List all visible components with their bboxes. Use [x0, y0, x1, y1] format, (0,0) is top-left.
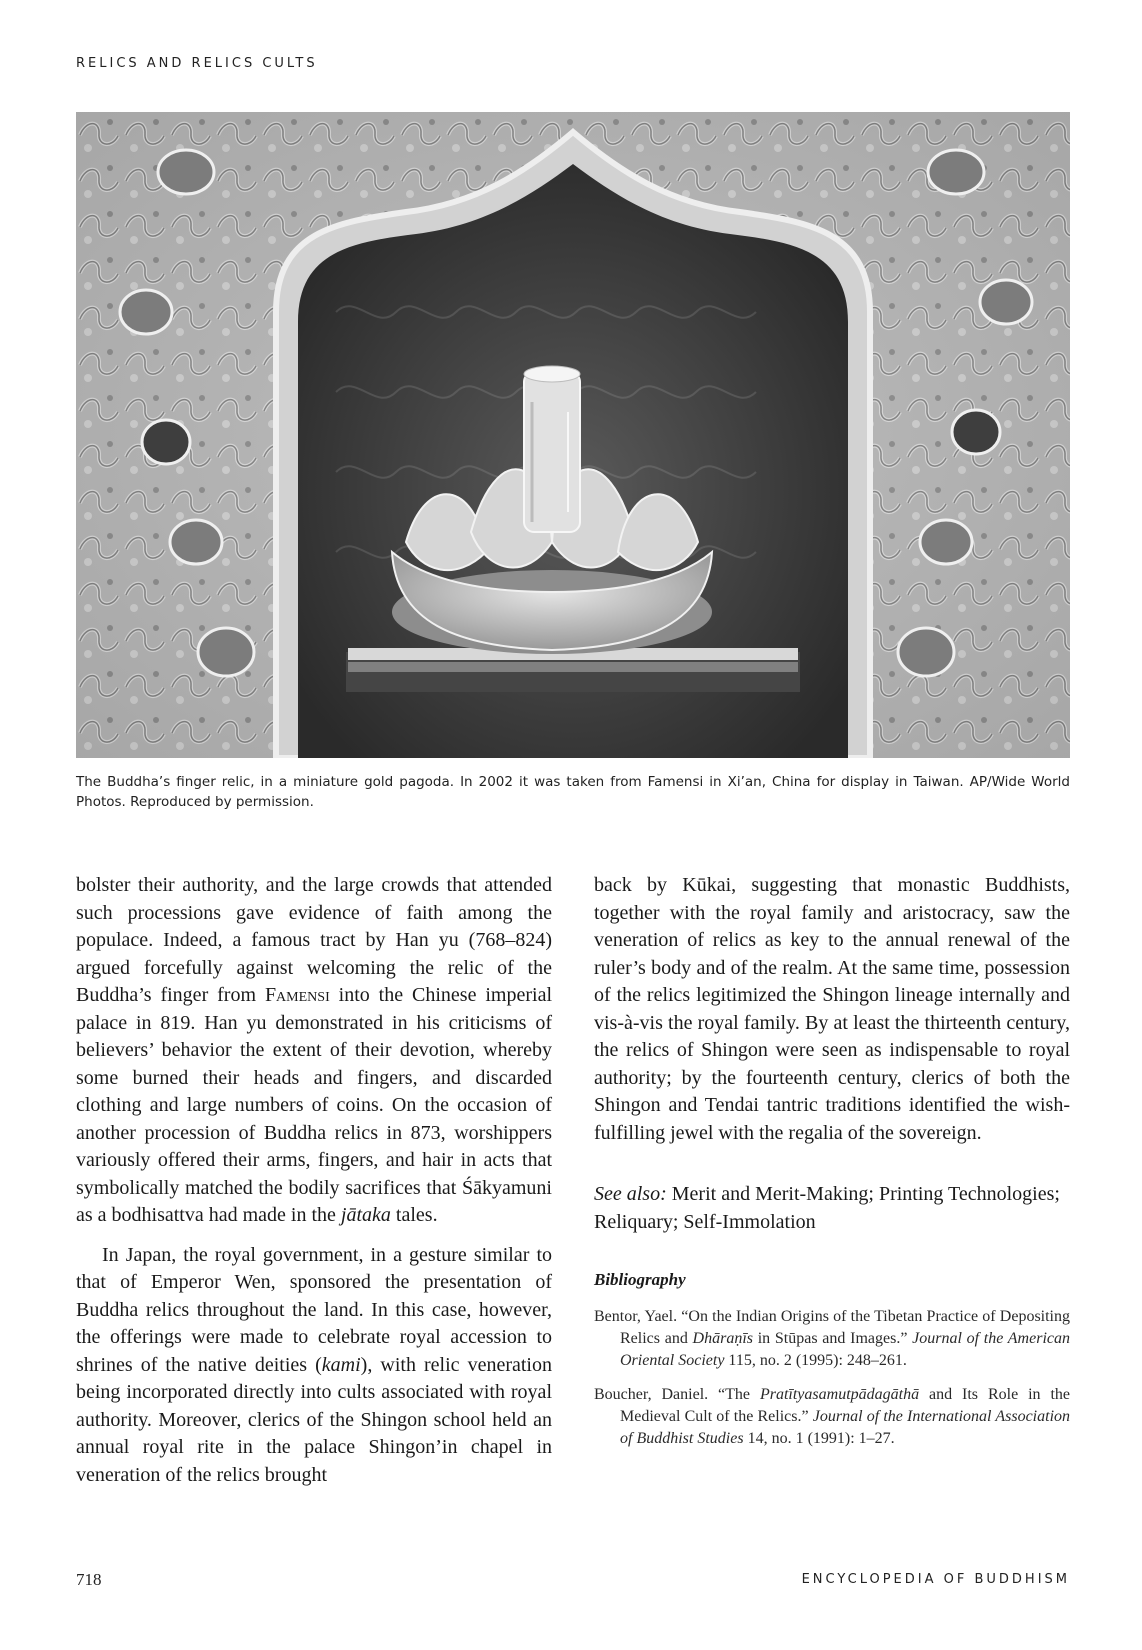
see-also-label: See also: [594, 1183, 667, 1205]
italic-term: kami [321, 1353, 361, 1376]
text-run: ), with relic veneration being incorporated directly into cults associated with royal authority. Moreover, clerics of the Shingon school held an annual royal rite in the palace Shingon’in chapel in veneration of the relics brought [76, 1353, 552, 1486]
text-run: and Its Role in the Medieval Cult of the Relics.” [620, 1385, 1071, 1425]
text-run: bolster their authority, and the large crowds that attended such processions gave evidence of faith among the populace. Indeed, a famous tract by Han yu (768–824) argued forcefully against welcoming the relic of the Buddha’s finger from [76, 874, 552, 1006]
journal-title: Journal of the International Association of Buddhist Studies [620, 1407, 1071, 1447]
body-paragraph [76, 872, 552, 1230]
text-run: tales. [390, 1204, 438, 1226]
running-head: RELICS AND RELICS CULTS [76, 56, 318, 71]
text-run: In Japan, the royal government, in a gesture similar to that of Emperor Wen, sponsored the presentation of Buddha relics throughout the land. In this case, however, the offerings were made to celebrate royal accession to shrines of the native deities ( [76, 1243, 552, 1376]
text-run: in Stūpas and Images.” [753, 1329, 913, 1347]
italic-term: jātaka [340, 1204, 391, 1226]
journal-title: Journal of the American Oriental Society [620, 1329, 1070, 1369]
text-run: Boucher, Daniel. “The [594, 1385, 760, 1403]
right-column [594, 872, 1070, 1450]
relic-photo-illustration [76, 112, 1070, 758]
body-paragraph [76, 1242, 552, 1490]
finger-relic-photo [76, 112, 1070, 758]
bibliography-entry [594, 1384, 1070, 1450]
footer-title: ENCYCLOPEDIA OF BUDDHISM [801, 1572, 1070, 1587]
bibliography-entry [594, 1306, 1070, 1372]
text-run: Bentor, Yael. “On the Indian Origins of the Tibetan Practice of Depositing Relics and [594, 1307, 1070, 1347]
bibliography-heading: Bibliography [594, 1270, 686, 1289]
body-paragraph: back by Kūkai, suggesting that monastic Buddhists, together with the royal family and aristocracy, saw the veneration of relics as key to the annual renewal of the ruler’s body and of the realm. At the same time, possession of the relics legitimized the Shingon lineage internally and vis-à-vis the royal family. By at least the thirteenth century, the relics of Shingon were seen as indispensable to royal authority; by the fourteenth century, clerics of both the Shingon and Tendai tantric traditions identified the wish-fulfilling jewel with the regalia of the sovereign. [594, 874, 1070, 1144]
see-also-links[interactable]: Merit and Merit-Making; Printing Technologies; Reliquary; Self-Immolation [594, 1183, 1060, 1233]
italic-term: Dhāraṇīs [692, 1329, 753, 1347]
text-run: 14, no. 1 (1991): 1–27. [743, 1429, 895, 1447]
left-column [76, 872, 552, 1489]
text-run: into the Chinese imperial palace in 819. Han yu demonstrated in his criticisms of believers’ behavior the extent of their devotion, whereby some burned their heads and fingers, and discarded clothing and large numbers of coins. On the occasion of another procession of Buddha relics in 873, worshippers variously offered their arms, fingers, and hair in acts that symbolically matched the bodily sacrifices that Śākyamuni as a bodhisattva had made in the [76, 984, 553, 1226]
italic-term: Pratītyasamutpādagāthā [759, 1385, 920, 1403]
see-also [594, 1181, 1070, 1236]
text-run: 115, no. 2 (1995): 248–261. [724, 1351, 907, 1369]
famensi-cross-reference-link[interactable]: Famensi [264, 984, 330, 1006]
figure-caption: The Buddha’s finger relic, in a miniature gold pagoda. In 2002 it was taken from Famensi in Xi’an, China for display in Taiwan. AP/Wide World Photos. Reproduced by permission. [76, 774, 1070, 810]
page-number: 718 [76, 1570, 102, 1589]
